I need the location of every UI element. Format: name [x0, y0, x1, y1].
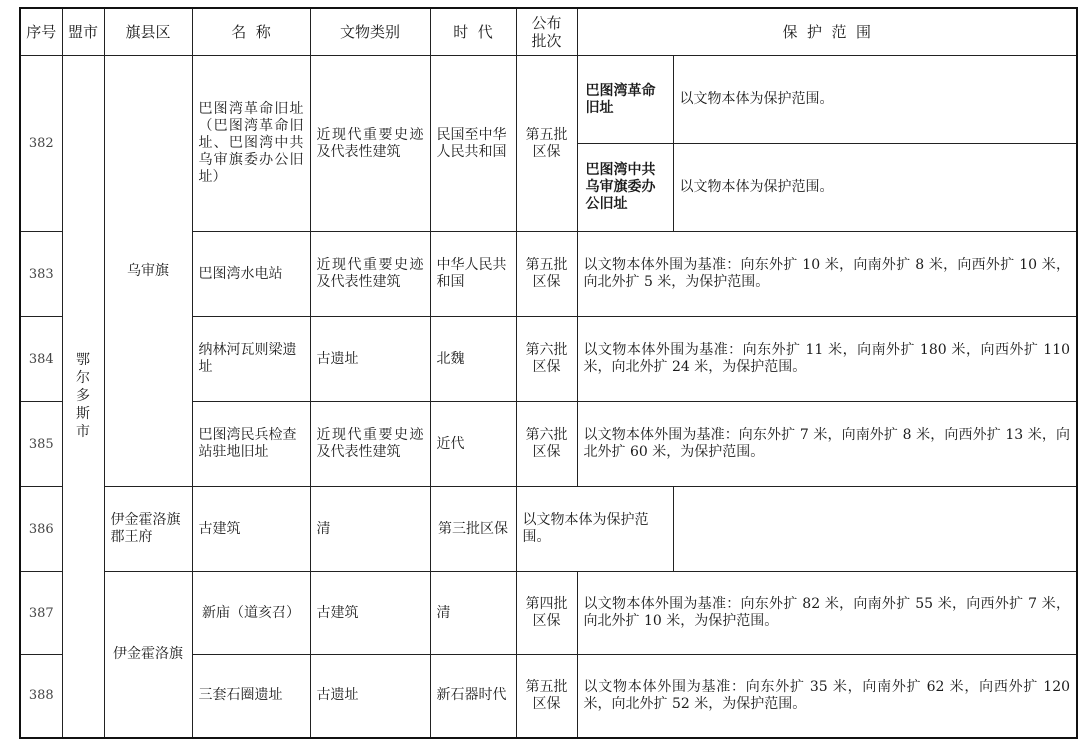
row-era: 北魏: [430, 317, 516, 402]
header-county: 旗县区: [104, 8, 192, 56]
row-category: 古遗址: [310, 317, 430, 402]
header-name: 名 称: [192, 8, 310, 56]
sub-site-name: 巴图湾革命旧址: [577, 56, 673, 144]
table-row: [20, 487, 1077, 572]
row-scope: 以文物本体为保护范围。: [516, 487, 673, 572]
row-name: 新庙（道亥召）: [192, 572, 310, 655]
header-scope: 保 护 范 围: [577, 8, 1077, 56]
row-name: 伊金霍洛旗郡王府: [104, 487, 192, 572]
table-row: [20, 56, 1077, 144]
row-scope: 以文物本体外围为基准：向东外扩 82 米，向南外扩 55 米，向西外扩 7 米，向北外扩 10 米，为保护范围。: [577, 572, 1077, 655]
header-era: 时 代: [430, 8, 516, 56]
row-seq: 386: [20, 487, 62, 572]
row-era: 民国至中华人民共和国: [430, 56, 516, 232]
heritage-protection-table: [19, 7, 1078, 739]
header-row: [20, 8, 1077, 56]
row-era: 清: [310, 487, 430, 572]
row-batch: 第五批区保: [516, 655, 577, 738]
county-cell-wushen: 乌审旗: [104, 56, 192, 487]
sub-site-scope: 以文物本体为保护范围。: [673, 144, 1077, 232]
row-scope: 以文物本体外围为基准：向东外扩 11 米，向南外扩 180 米，向西外扩 110 米，向北外扩 24 米，为保护范围。: [577, 317, 1077, 402]
row-category: 古建筑: [192, 487, 310, 572]
row-seq: 385: [20, 402, 62, 487]
county-cell-yijinhuoluo: 伊金霍洛旗: [104, 572, 192, 738]
row-batch: 第四批区保: [516, 572, 577, 655]
row-era: 中华人民共和国: [430, 232, 516, 317]
row-name: 纳林河瓦则梁遗址: [192, 317, 310, 402]
heritage-table-page: [19, 7, 1076, 733]
row-name: 巴图湾水电站: [192, 232, 310, 317]
table-row: [20, 572, 1077, 655]
header-category: 文物类别: [310, 8, 430, 56]
row-category: 近现代重要史迹及代表性建筑: [310, 232, 430, 317]
row-era: 清: [430, 572, 516, 655]
row-seq: 383: [20, 232, 62, 317]
header-seq: 序号: [20, 8, 62, 56]
row-category: 古建筑: [310, 572, 430, 655]
row-category: 近现代重要史迹及代表性建筑: [310, 402, 430, 487]
row-seq: 387: [20, 572, 62, 655]
row-name: 巴图湾民兵检查站驻地旧址: [192, 402, 310, 487]
row-seq: 388: [20, 655, 62, 738]
row-batch: 第六批区保: [516, 402, 577, 487]
row-category: 近现代重要史迹及代表性建筑: [310, 56, 430, 232]
row-category: 古遗址: [310, 655, 430, 738]
row-batch: 第五批区保: [516, 232, 577, 317]
league-cell: [62, 56, 104, 738]
row-name: 巴图湾革命旧址（巴图湾革命旧址、巴图湾中共乌审旗委办公旧址）: [192, 56, 310, 232]
league-label: 鄂尔多斯市: [76, 352, 90, 441]
row-batch: 第三批区保: [430, 487, 516, 572]
row-seq: 384: [20, 317, 62, 402]
row-batch: 第六批区保: [516, 317, 577, 402]
header-league: 盟市: [62, 8, 104, 56]
row-name: 三套石圈遗址: [192, 655, 310, 738]
sub-site-scope: 以文物本体为保护范围。: [673, 56, 1077, 144]
row-seq: 382: [20, 56, 62, 232]
row-era: 近代: [430, 402, 516, 487]
row-scope: 以文物本体外围为基准：向东外扩 7 米，向南外扩 8 米，向西外扩 13 米，向北外扩 60 米，为保护范围。: [577, 402, 1077, 487]
row-scope: 以文物本体外围为基准：向东外扩 10 米，向南外扩 8 米，向西外扩 10 米，向北外扩 5 米，为保护范围。: [577, 232, 1077, 317]
header-batch: 公布批次: [516, 8, 577, 56]
row-era: 新石器时代: [430, 655, 516, 738]
row-scope: 以文物本体外围为基准：向东外扩 35 米，向南外扩 62 米，向西外扩 120 米，向北外扩 52 米，为保护范围。: [577, 655, 1077, 738]
sub-site-name: 巴图湾中共乌审旗委办公旧址: [577, 144, 673, 232]
row-batch: 第五批区保: [516, 56, 577, 232]
